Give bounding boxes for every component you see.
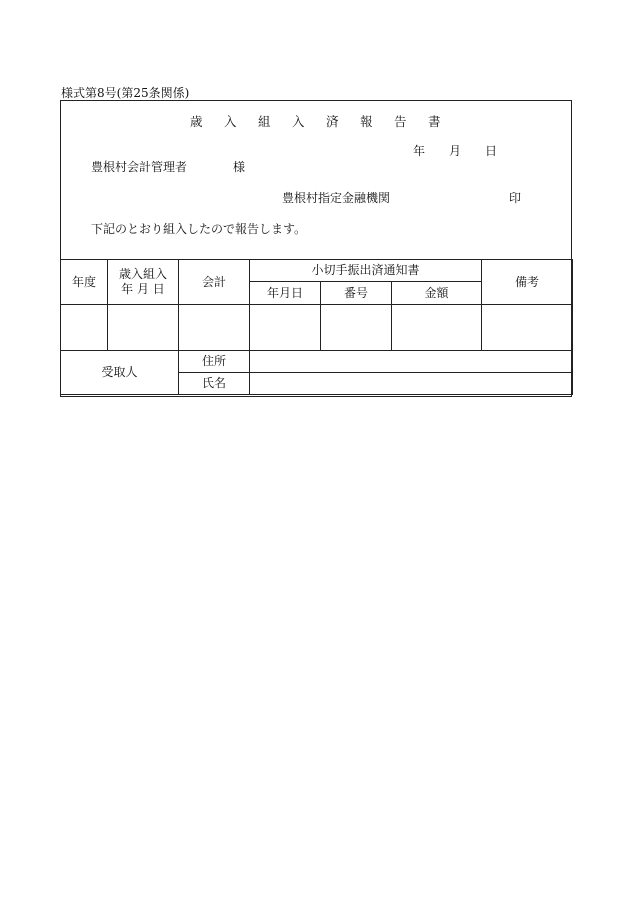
seal-mark: 印 [509, 191, 522, 205]
date-month: 月 [449, 144, 462, 158]
receiver-address-label: 住所 [179, 351, 250, 373]
report-table [60, 259, 573, 395]
date-day: 日 [485, 144, 498, 158]
title-char: 歳 [190, 114, 203, 129]
honorific: 様 [233, 160, 246, 174]
receiver-row-address [61, 351, 573, 373]
cell-check-date[interactable] [250, 305, 321, 351]
header-transfer-date-line1: 歳入組入 [118, 267, 167, 281]
form-number-label: 様式第8号(第25条関係) [61, 86, 190, 100]
title-char: 組 [258, 114, 271, 129]
title-char: 入 [292, 114, 305, 129]
title-char: 告 [394, 114, 407, 129]
receiver-name-field[interactable] [250, 373, 573, 395]
header-check-amount: 金額 [392, 282, 482, 305]
addressee: 豊根村会計管理者 [91, 160, 188, 174]
receiver-address-field[interactable] [250, 351, 573, 373]
receiver-label: 受取人 [61, 351, 179, 395]
title-char: 済 [326, 114, 339, 129]
cell-remarks[interactable] [482, 305, 573, 351]
header-check-date: 年月日 [250, 282, 321, 305]
cell-check-amount[interactable] [392, 305, 482, 351]
header-remarks: 備考 [482, 260, 573, 305]
title-char: 報 [360, 114, 373, 129]
title-char: 入 [224, 114, 237, 129]
date-year: 年 [413, 144, 426, 158]
header-fiscal-year: 年度 [61, 260, 108, 305]
header-account: 会計 [179, 260, 250, 305]
date-line [413, 142, 497, 159]
header-row [61, 260, 573, 282]
bank-name: 豊根村指定金融機関 [282, 191, 391, 205]
cell-account[interactable] [179, 305, 250, 351]
cell-fiscal-year[interactable] [61, 305, 108, 351]
header-check-number: 番号 [321, 282, 392, 305]
header-transfer-date-line2: 年 月 日 [121, 282, 165, 296]
header-transfer-date [108, 260, 179, 305]
report-form [60, 100, 572, 397]
body-text: 下記のとおり組入したので報告します。 [91, 222, 307, 236]
cell-check-number[interactable] [321, 305, 392, 351]
cell-transfer-date[interactable] [108, 305, 179, 351]
document-title [190, 112, 462, 130]
header-check-group: 小切手振出済通知書 [250, 260, 482, 282]
receiver-name-label: 氏名 [179, 373, 250, 395]
title-char: 書 [428, 114, 441, 129]
data-row [61, 305, 573, 351]
